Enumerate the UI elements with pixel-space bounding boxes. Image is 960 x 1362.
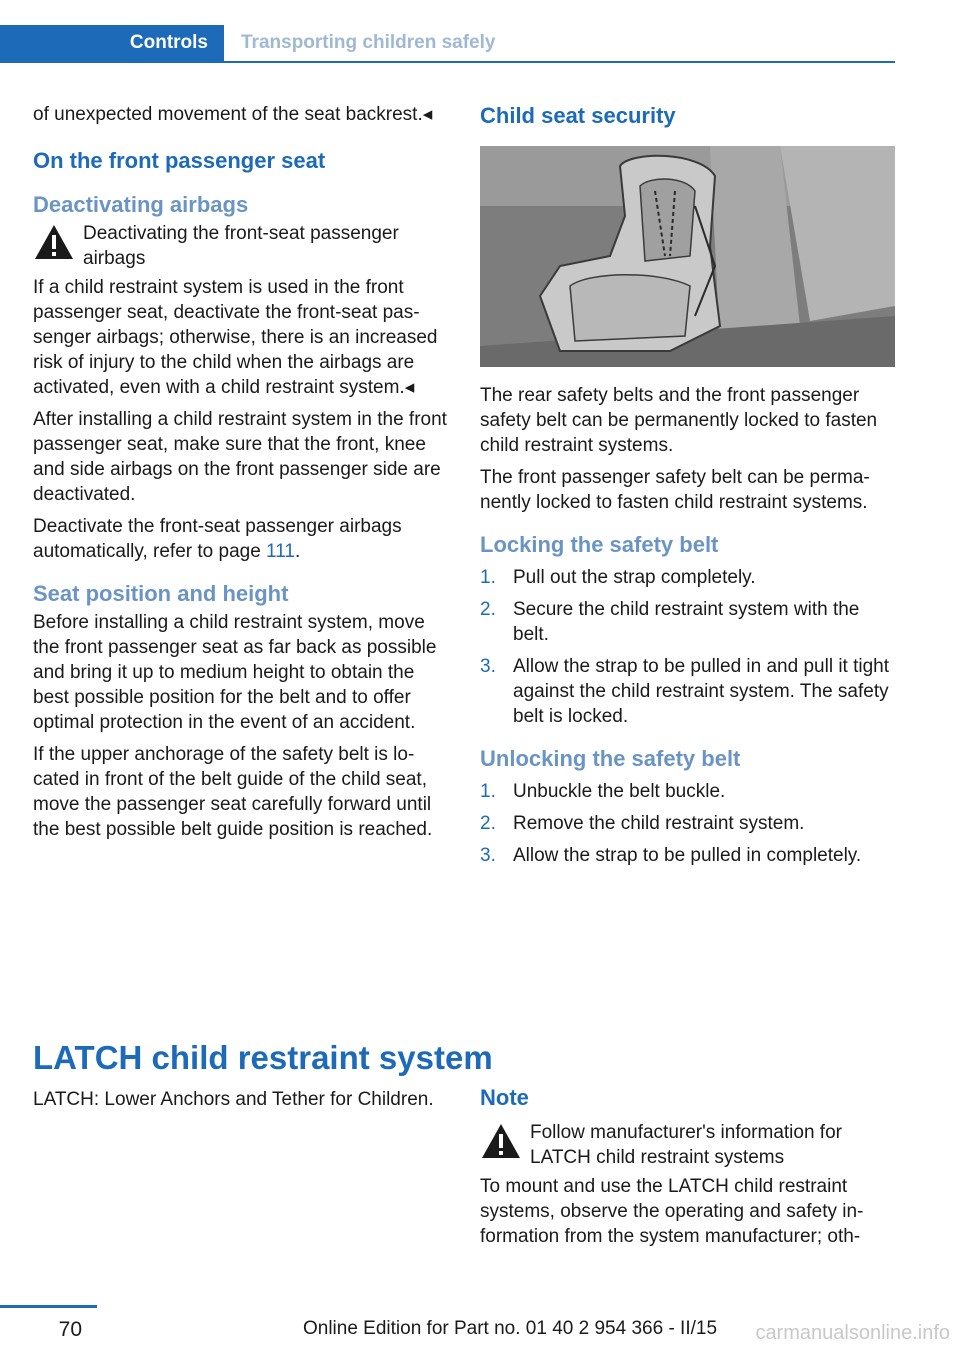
list-item	[480, 843, 895, 868]
locking-steps-list	[480, 565, 895, 729]
list-item	[480, 811, 895, 836]
chapter-tab: Transporting children safely	[241, 32, 496, 53]
page-reference-link[interactable]: 111	[266, 541, 295, 562]
step-number: 2.	[480, 813, 496, 834]
page-header	[0, 25, 895, 63]
heading-unlocking-safety-belt: Unlocking the safety belt	[480, 746, 741, 771]
note-title: Note	[480, 1085, 529, 1110]
page-number: 70	[58, 1318, 82, 1341]
warning-title: Deactivating the front-seat passenger airbags	[83, 223, 399, 269]
heading-deactivating-airbags: Deactivating airbags	[33, 192, 249, 217]
note-block	[480, 1084, 895, 1256]
note-body: To mount and use the LATCH child restraint systems, observe the operating and safety information from the system manufacturer; oth-	[480, 1176, 864, 1247]
step-number: 1.	[480, 567, 496, 588]
paragraph-deactivate-reference	[33, 514, 453, 564]
step-text: Secure the child restraint system with the belt.	[513, 599, 860, 645]
heading-latch: LATCH child restraint system	[33, 1039, 493, 1076]
paragraph-after-install: After installing a child restraint system in the front passenger seat, make sure that the front, knee and side airbags on the front passenger side are deactivated.	[33, 409, 447, 505]
heading-child-seat-security: Child seat security	[480, 103, 676, 128]
step-number: 3.	[480, 845, 496, 866]
warning-triangle-icon	[33, 223, 75, 261]
step-text: Allow the strap to be pulled in completely.	[513, 845, 862, 866]
edition-text: Online Edition for Part no. 01 40 2 954 366 - II/15	[302, 1318, 718, 1339]
step-number: 3.	[480, 656, 496, 677]
unlocking-steps-list	[480, 779, 895, 868]
step-number: 1.	[480, 781, 496, 802]
step-text: Unbuckle the belt buckle.	[513, 781, 726, 802]
reference-suffix: .	[294, 541, 301, 562]
paragraph-seat-position-2: If the upper anchorage of the safety belt is located in front of the belt guide of the child seat, move the passenger seat carefully forward until the best possible belt guide position is reached.	[33, 744, 433, 840]
heading-locking-safety-belt: Locking the safety belt	[480, 532, 719, 557]
paragraph-rear-belts: The rear safety belts and the front passenger safety belt can be permanently locked to fasten child restraint systems.	[480, 385, 878, 456]
note-warning	[480, 1120, 895, 1170]
right-column	[480, 102, 895, 875]
left-column	[33, 102, 453, 849]
continuation-text: of unexpected movement of the seat backrest.◂	[33, 104, 433, 125]
header-divider	[0, 61, 895, 63]
paragraph-front-belt: The front passenger safety belt can be permanently locked to fasten child restraint systems.	[480, 467, 870, 513]
warning-block	[33, 221, 453, 271]
list-item	[480, 565, 895, 590]
step-text: Pull out the strap completely.	[513, 567, 756, 588]
list-item	[480, 779, 895, 804]
list-item	[480, 597, 895, 647]
warning-body: If a child restraint system is used in the front passenger seat, deactivate the front-seat passenger airbags; otherwise, there is an increased risk of injury to the child when the airbags are activated, even with a child restraint system.◂	[33, 277, 438, 398]
step-text: Remove the child restraint system.	[513, 813, 805, 834]
step-text: Allow the strap to be pulled in and pull it tight against the child restraint system. The safety belt is locked.	[513, 656, 890, 727]
watermark: carmanualsonline.info	[755, 1322, 950, 1344]
latch-description: LATCH: Lower Anchors and Tether for Children.	[33, 1089, 434, 1110]
step-number: 2.	[480, 599, 496, 620]
heading-seat-position: Seat position and height	[33, 581, 289, 606]
section-tab: Controls	[0, 25, 224, 61]
child-seat-illustration	[480, 146, 895, 367]
heading-front-passenger-seat: On the front passenger seat	[33, 148, 326, 173]
note-warning-title: Follow manufacturer's information for LATCH child restraint systems	[530, 1122, 842, 1168]
warning-triangle-icon	[480, 1122, 522, 1160]
reference-prefix: Deactivate the front-seat passenger airbags automatically, refer to page	[33, 516, 402, 562]
footer-divider	[0, 1305, 97, 1308]
paragraph-seat-position-1: Before installing a child restraint system, move the front passenger seat as far back as possible and bring it up to medium height to obtain the best possible position for the belt and to offer optimal protection in the event of an accident.	[33, 612, 437, 733]
list-item	[480, 654, 895, 729]
